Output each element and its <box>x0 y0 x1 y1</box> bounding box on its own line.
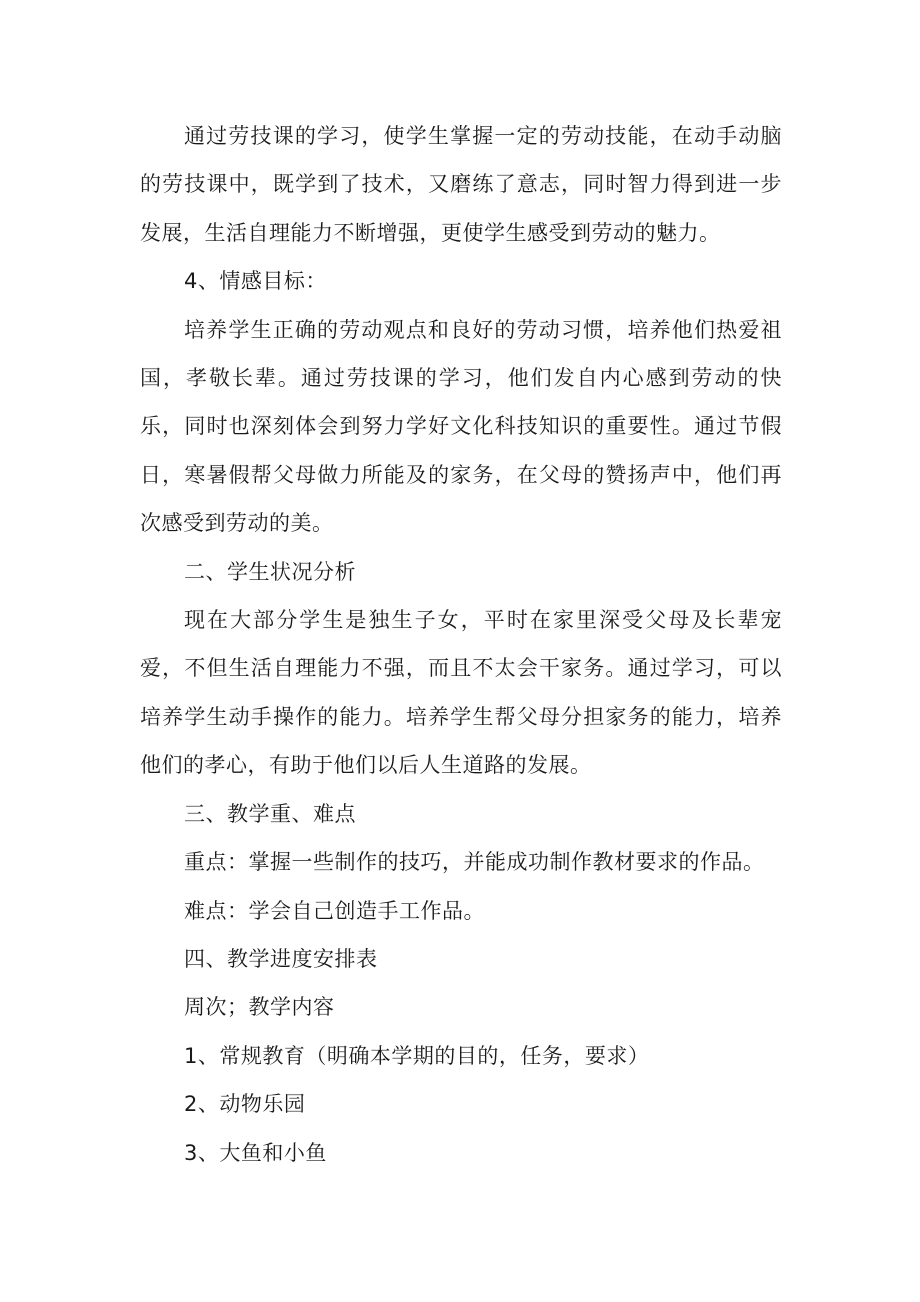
paragraph-emotional-goals: 培养学生正确的劳动观点和良好的劳动习惯，培养他们热爱祖国，孝敬长辈。通过劳技课的学习，他们发自内心感到劳动的快乐，同时也深刻体会到努力学好文化科技知识的重要性。通过节假日，寒暑假帮父母做力所能及的家务，在父母的赞扬声中，他们再次感受到劳动的美。 <box>140 317 782 536</box>
heading-key-difficult-points: 三、教学重、难点 <box>184 801 356 826</box>
paragraph-labor-skills-learning: 通过劳技课的学习，使学生掌握一定的劳动技能，在动手动脑的劳技课中，既学到了技术，又磨练了意志，同时智力得到进一步发展，生活自理能力不断增强，更使学生感受到劳动的魅力。 <box>140 124 782 245</box>
document-body <box>140 112 782 1177</box>
paragraph-difficult-point: 难点：学会自己创造手工作品。 <box>184 898 485 923</box>
heading-emotional-goals: 4、情感目标： <box>184 269 327 294</box>
heading-student-analysis: 二、学生状况分析 <box>184 559 356 584</box>
heading-teaching-schedule: 四、教学进度安排表 <box>184 946 378 971</box>
schedule-item: 3、大鱼和小鱼 <box>184 1140 327 1165</box>
schedule-item: 1、常规教育（明确本学期的目的，任务，要求） <box>184 1043 650 1068</box>
paragraph-key-point: 重点：掌握一些制作的技巧，并能成功制作教材要求的作品。 <box>184 850 765 875</box>
paragraph-student-analysis: 现在大部分学生是独生子女，平时在家里深受父母及长辈宠爱，不但生活自理能力不强，而且不太会干家务。通过学习，可以培养学生动手操作的能力。培养学生帮父母分担家务的能力，培养他们的孝心，有助于他们以后人生道路的发展。 <box>140 608 782 778</box>
schedule-item: 2、动物乐园 <box>184 1092 306 1117</box>
schedule-header: 周次；教学内容 <box>184 995 335 1020</box>
